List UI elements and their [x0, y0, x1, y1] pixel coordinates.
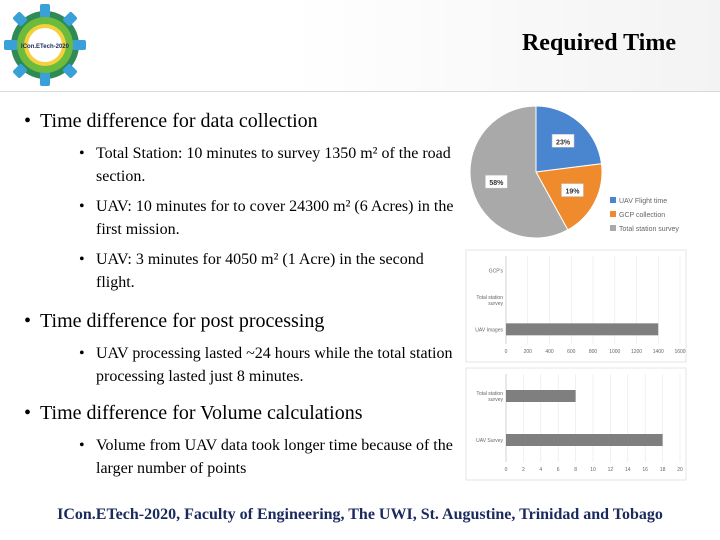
pie-data-label: 58% [489, 180, 504, 188]
header-divider [0, 91, 720, 92]
sub-bullet-text: UAV processing lasted ~24 hours while the total station processing lasted just 8 minutes. [96, 345, 453, 385]
sub-bullet-text: UAV: 10 minutes for to cover 24300 m² (6 Acres) in the first mission. [96, 198, 454, 238]
bullet-dot: • [79, 145, 85, 162]
legend-label: Total station survey [619, 226, 679, 233]
sub-bullet-text: Volume from UAV data took longer time because of the larger number of points [96, 437, 453, 477]
category-label: survey [488, 301, 503, 307]
bullet-text: Time difference for Volume calculations [40, 402, 363, 424]
legend-swatch [610, 211, 616, 217]
x-tick-label: 2 [522, 467, 525, 473]
slide-header [0, 0, 720, 92]
bullet-dot: • [79, 345, 85, 362]
x-tick-label: 200 [523, 349, 532, 355]
x-tick-label: 20 [677, 467, 683, 473]
bullet-dot: • [24, 402, 32, 424]
x-tick-label: 4 [539, 467, 543, 473]
bar [506, 434, 663, 446]
conference-logo [2, 2, 88, 88]
category-label: GCP's [488, 268, 503, 275]
charts-svg [464, 100, 696, 490]
pie-chart [470, 106, 602, 238]
legend-swatch [610, 197, 616, 203]
charts-panel [464, 100, 696, 490]
bullet-dot: • [79, 198, 85, 215]
bar [506, 390, 576, 402]
legend-label: GCP collection [619, 212, 666, 219]
footer-text: ICon.ETech-2020, Faculty of Engineering, The UWI, St. Augustine, Trinidad and Tobago [57, 506, 663, 523]
x-tick-label: 1000 [609, 349, 621, 355]
bullet-post-processing [24, 310, 325, 333]
bullet-volume [24, 402, 363, 425]
category-label: UAV Survey [476, 438, 503, 444]
bullet-dot: • [24, 110, 32, 132]
category-label: survey [488, 397, 503, 403]
bar [506, 323, 658, 335]
x-tick-label: 8 [574, 467, 577, 473]
sub-bullet-total-station [79, 142, 466, 188]
sub-bullet-uav-first [79, 195, 466, 241]
bullet-text: Time difference for data collection [40, 110, 318, 132]
pie-data-label: 19% [565, 188, 580, 196]
x-tick-label: 1200 [630, 349, 643, 355]
x-tick-label: 1600 [674, 349, 686, 355]
bar-chart-2-bg [466, 368, 686, 480]
pie-data-label: 23% [556, 139, 571, 147]
bullet-data-collection [24, 110, 318, 133]
x-tick-label: 400 [545, 349, 554, 355]
x-tick-label: 1400 [652, 349, 664, 355]
category-label: UAV Images [475, 327, 503, 334]
legend-label: UAV Flight time [619, 198, 668, 205]
x-tick-label: 800 [588, 349, 598, 355]
x-tick-label: 12 [607, 467, 614, 473]
x-tick-label: 0 [504, 467, 508, 473]
sub-bullet-text: UAV: 3 minutes for 4050 m² (1 Acre) in the second flight. [96, 251, 424, 291]
x-tick-label: 600 [567, 349, 576, 355]
sub-bullet-uav-second [79, 248, 466, 294]
sub-bullet-text: Total Station: 10 minutes to survey 1350 m² of the road section. [96, 145, 451, 185]
bullet-dot: • [24, 310, 32, 332]
sub-bullet-volume [79, 434, 466, 480]
category-label: Total station [476, 391, 503, 397]
x-tick-label: 14 [625, 467, 631, 473]
bullet-dot: • [79, 437, 85, 454]
legend-swatch [610, 225, 616, 231]
logo-text: ICon.ETech-2020 [21, 44, 69, 50]
sub-bullet-uav-processing [79, 342, 466, 388]
x-tick-label: 18 [659, 467, 666, 473]
bullet-text: Time difference for post processing [40, 310, 325, 332]
x-tick-label: 0 [504, 349, 508, 355]
category-label: Total station [476, 295, 503, 301]
x-tick-label: 10 [590, 467, 596, 473]
slide-title: Required Time [521, 30, 676, 56]
x-tick-label: 16 [642, 467, 648, 473]
bullet-dot: • [79, 251, 85, 268]
x-tick-label: 6 [556, 467, 560, 473]
